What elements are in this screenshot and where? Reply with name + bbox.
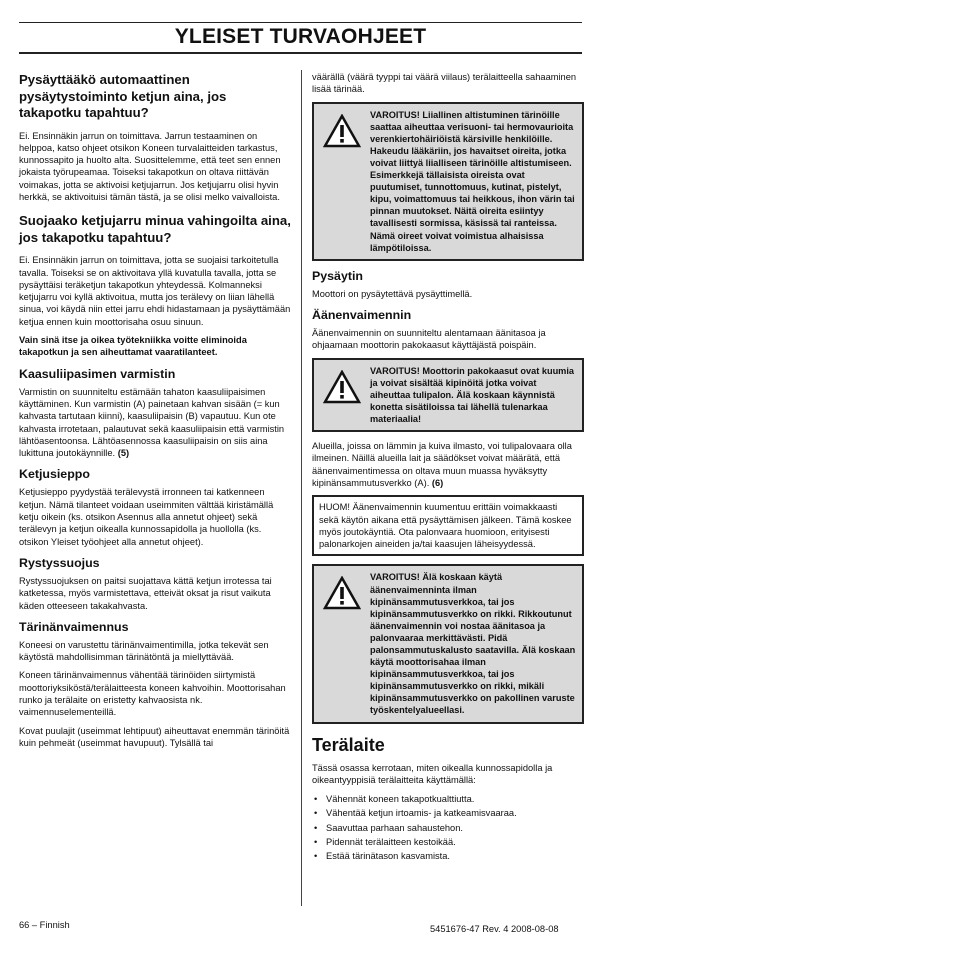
section-title-muffler: Äänenvaimennin: [312, 308, 412, 323]
warning-text-exhaust: VAROITUS! Moottorin pakokaasut ovat kuumia ja voivat sisältää kipinöitä jotka voivat aiheuttaa tulipalon. Älä koskaan käynnistä konetta sisätiloissa tai lähellä tulenarkaa materiaalia!: [370, 365, 575, 424]
list-item: • Saavuttaa parhaan sahaustehon.: [312, 821, 584, 835]
note-box-muffler-heat: HUOM! Äänenvaimennin kuumentuu erittäin voimakkaasti sekä käytön aikana että pysäyttämisen jälkeen. Tämä koskee myös joutokäyntiä. Ota palonvaara huomioon, erityisesti palonarkojen aineiden ja/tai kaasujen läheisyydessä.: [312, 495, 584, 556]
section-title-stop-switch: Pysäytin: [312, 268, 363, 283]
header-rule-top: [19, 22, 582, 23]
section-text-vibration-1: Koneesi on varustettu tärinänvaimentimilla, jotka tekevät sen käytöstä mahdollisimman tärinätöntä ja miellyttävää.: [19, 639, 269, 663]
section-title-auto-stop: Pysäyttääkö automaattinen pysäytystoiminto ketjun aina, jos takapotku tapahtuu?: [19, 72, 227, 120]
left-column: [19, 72, 291, 755]
warning-box-spark-arrestor: [312, 564, 584, 723]
section-title-chain-brake: Suojaako ketjujarru minua vahingoilta aina, jos takapotku tapahtuu?: [19, 213, 291, 245]
document-id: 5451676-47 Rev. 4 2008-08-08: [430, 924, 559, 934]
section-text-cutting-equipment: Tässä osassa kerrotaan, miten oikealla kunnossapidolla ja oikeantyyppisiä terälaitteita käyttämällä:: [312, 762, 553, 785]
section-title-hand-guard: Rystyssuojus: [19, 555, 100, 570]
section-title-chain-catcher: Ketjusieppo: [19, 467, 90, 482]
figure-ref-5: (5): [117, 448, 130, 459]
section-text-vibration-2: Koneen tärinänvaimennus vähentää tärinöiden siirtymistä moottoriyksiköstä/terälaitteesta koneen kahvoihin. Moottorisahan runko ja terälaite on eristetty kahvaosista nk. vaimennuselementeillä.: [19, 670, 286, 718]
warning-text-vibration: VAROITUS! Liiallinen altistuminen tärinöille saattaa aiheuttaa verisuoni- tai hermovaurioita verenkiertohäiriöistä kärsiville henkilöille. Hakeudu lääkäriin, jos havaitset oireita, jotka voivat liittyä liialliseen tärinöille altistumiseen. Esimerkkejä tällaisista oireista ovat puutumiset, tunnottomuus, kutinat, pistelyt, kipu, voimattomuus tai heikkous, ihon värin tai pinnan muutokset. Näitä oireita esiintyy tavallisesti sormissa, käsissä tai ranteissa. Nämä oireet voivat voimistua alhaisissa lämpötiloissa.: [370, 109, 575, 253]
warning-box-vibration: [312, 102, 584, 261]
section-title-vibration-damping: Tärinänvaimennus: [19, 619, 129, 634]
bullet-list: [312, 792, 584, 863]
list-item: • Vähentää ketjun irtoamis- ja katkeamisvaaraa.: [312, 806, 584, 820]
section-text-hand-guard: Rystyssuojuksen on paitsi suojattava kättä ketjun irrotessa tai katketessa, myös varmistettava, etteivät oksat ja risut vaikuta käden otteeseen takakahvasta.: [19, 575, 272, 611]
section-text-throttle-lockout: [19, 386, 291, 460]
list-item: • Pidennät terälaitteen kestoikää.: [312, 835, 584, 849]
section-text-muffler-2: [312, 440, 584, 489]
section-text-vibration-3: Kovat puulajit (useimmat lehtipuut) aiheuttavat enemmän tärinöitä kuin pehmeät (useimmat havupuut). Tylsällä tai: [19, 725, 290, 748]
list-item: • Estää tärinätason kasvamista.: [312, 849, 584, 863]
throttle-lockout-body: Varmistin on suunniteltu estämään tahaton kaasuliipaisimen käyttäminen. Kun varmistin (A) painetaan kahvan sisään (= kun kahvasta tartutaan kiinni), kaasuliipaisin (B) vapautuu. Kun ote kahvasta irrotetaan, palautuvat sekä kaasuliipaisin että varmistin lähtöasentoonsa. Lähtöasennossa kaasuliipaisin on siis aina lukittuna joutokäynnille.: [19, 386, 285, 459]
warning-triangle-icon: [314, 104, 370, 259]
section-text-stop-switch: Moottori on pysäytettävä pysäyttimellä.: [312, 288, 473, 299]
section-bold-chain-brake: Vain sinä itse ja oikea työtekniikka voitte eliminoida takapotkun ja sen aiheuttamat vaaratilanteet.: [19, 335, 247, 358]
section-text-auto-stop: Ei. Ensinnäkin jarrun on toimittava. Jarrun testaaminen on helppoa, katso ohjeet otsikon Koneen turvalaitteiden tarkastus, kunnossapito ja huolto alta. Suosittelemme, että teet sen ennen jokaista työrupeamaa. Toiseksi takapotkun on oltava riittävän voimakas, jotta se aktivoisi ketjujarrun. Jos ketjujarru olisi hyvin herkkä, se aktivoituisi tämän tästä, ja se olisi melko vaivalloista.: [19, 130, 281, 202]
section-title-cutting-equipment: Terälaite: [312, 734, 385, 755]
page-title: YLEISET TURVAOHJEET: [174, 25, 427, 48]
section-text-muffler: Äänenvaimennin on suunniteltu alentamaan äänitasoa ja ohjaamaan moottorin pakokaasut käyttäjästä poispäin.: [312, 328, 546, 351]
header-rule-bottom: [19, 52, 582, 54]
section-text-chain-brake: Ei. Ensinnäkin jarrun on toimittava, jotta se suojaisi tarkoitetulla tavalla. Toiseksi se on aktivoitava yllä kuvatulla tavalla, jotta se pysäyttäisi teräketjun takapotkun yhteydessä. Kolmanneksi ketjujarru voi kyllä aktivoitua, mutta jos terälevy on liian lähellä sinua, voi käydä niin ettei jarru ehdi hidastamaan ja pysäyttämään ketjua ennen kuin moottorisaha osuu sinuun.: [19, 255, 291, 327]
warning-triangle-icon: [314, 566, 370, 721]
section-text-chain-catcher: Ketjusieppo pyydystää terälevystä irronneen tai katkenneen ketjun. Nämä tilanteet voidaan useimmiten välttää kiristämällä ketju oikein (ks. otsikon Asennus alla annetut ohjeet) sekä terälevyn ja ketjun oikealla kunnossapidolla ja huollolla (ks. otsikon Yleiset työohjeet alla annetut ohjeet).: [19, 487, 274, 547]
section-title-throttle-lockout: Kaasuliipasimen varmistin: [19, 366, 176, 381]
list-item: • Vähennät koneen takapotkualttiutta.: [312, 792, 584, 806]
warning-text-spark-arrestor: VAROITUS! Älä koskaan käytä äänenvaimenninta ilman kipinänsammutusverkkoa, tai jos kipinänsammutusverkko on rikki. Rikkoutunut äänenvaimennin voi nostaa äänitasoa ja palonvaaraa merkittävästi. Pidä palonsammutuskalusto saatavilla. Älä koskaan käytä moottorisahaa ilman kipinänsammutusverkkoa, tai jos kipinänsammutusverkko on rikki, mikäli kipinänsammutusverkko on pakollinen varuste työskentelyalueellasi.: [370, 572, 576, 716]
right-column: [312, 71, 584, 863]
page-number: 66 – Finnish: [19, 920, 70, 930]
continued-text: väärällä (väärä tyyppi tai väärä viilaus) terälaitteella sahaaminen lisää tärinää.: [312, 72, 577, 95]
warning-triangle-icon: [314, 360, 370, 430]
figure-ref-6: (6): [431, 477, 444, 488]
column-divider: [301, 70, 302, 906]
warning-box-exhaust: [312, 358, 584, 432]
muffler-body-2: Alueilla, joissa on lämmin ja kuiva ilmasto, voi tulipalovaara olla ilmeinen. Näillä alueilla lait ja säädökset voivat määrätä, että äänenvaimentimessa on oltava muun muassa hyväksytty kipinänsammutusverkko (A).: [312, 441, 572, 488]
